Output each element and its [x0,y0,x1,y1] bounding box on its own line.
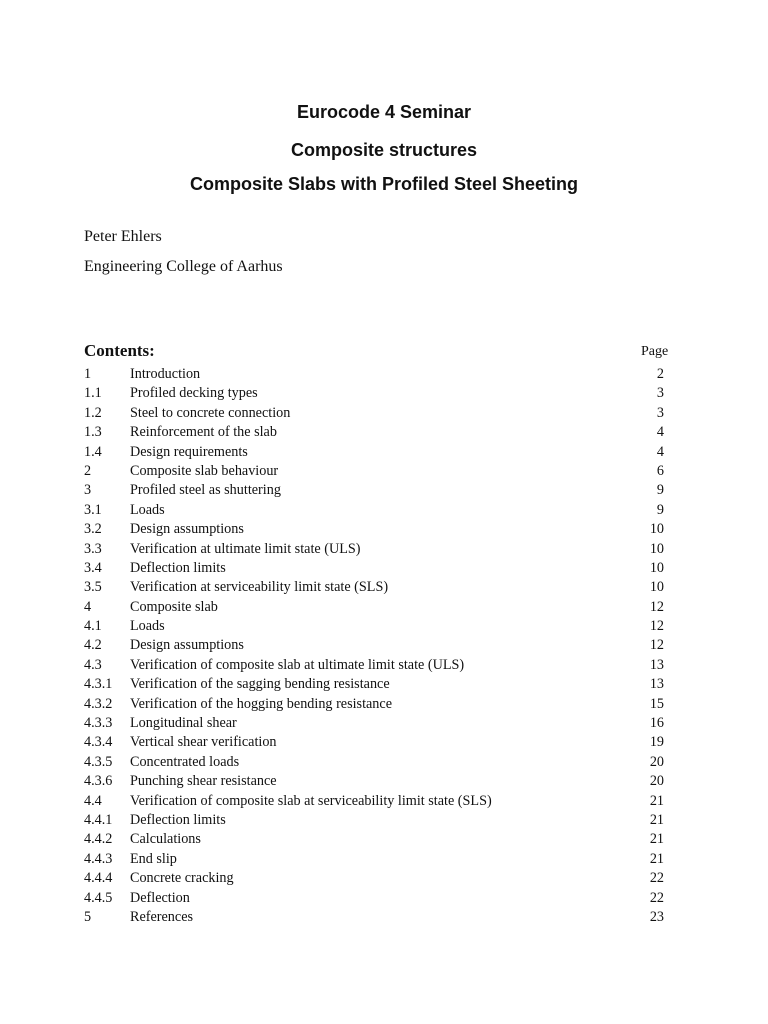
toc-entry-number: 4.4 [84,792,102,809]
toc-entry-title: Deflection limits [130,811,226,828]
toc-entry [84,423,664,442]
toc-entry-number: 3 [84,482,92,499]
toc-entry-page: 12 [649,598,664,615]
toc-entry [84,753,664,772]
toc-entry-page: 13 [649,676,664,693]
toc-entry-page: 2 [656,366,664,382]
toc-entry-number: 3.2 [84,521,102,538]
toc-entry [84,559,664,578]
toc-entry-page: 19 [649,734,664,751]
toc-entry-title: Concrete cracking [130,870,234,887]
toc-entry-title: Longitudinal shear [130,715,237,732]
toc-entry-number: 1.4 [84,443,102,460]
toc-entry [84,714,664,733]
toc-entry-page: 23 [649,908,664,925]
toc-entry-title: Verification of the hogging bending resistance [130,695,392,712]
toc-entry-title: Verification of composite slab at serviceability limit state (SLS) [130,792,492,809]
toc-entry-number: 3.1 [84,501,102,518]
toc-entry-number: 4.2 [84,637,102,654]
toc-entry-title: Composite slab [130,598,218,615]
toc-entry-page: 6 [656,462,664,479]
toc-entry-page: 21 [649,811,664,828]
document-subtitle: Composite structures [290,140,478,160]
toc-entry-number: 4.3.2 [84,695,113,712]
toc-entry-number: 4.3.5 [84,753,113,770]
table-of-contents [84,365,664,927]
toc-entry-page: 16 [649,715,664,732]
toc-entry [84,889,664,908]
toc-entry [84,695,664,714]
toc-entry-page: 10 [649,559,664,576]
toc-entry-title: Vertical shear verification [130,734,277,751]
toc-entry-page: 20 [649,773,664,790]
toc-entry-title: Design requirements [130,443,248,460]
toc-entry [84,850,664,869]
toc-entry-title: Design assumptions [130,521,244,538]
toc-entry-number: 1.3 [84,424,102,441]
toc-entry [84,578,664,597]
toc-entry-title: Design assumptions [130,637,244,654]
toc-entry-title: Loads [130,501,165,518]
contents-heading: Contents: [84,341,155,360]
toc-entry-page: 4 [656,443,664,460]
toc-entry-page: 4 [656,424,664,441]
toc-entry [84,792,664,811]
toc-entry-number: 4.3.6 [84,773,113,790]
toc-entry-page: 9 [656,501,664,518]
toc-entry-page: 9 [656,482,664,499]
toc-entry-page: 12 [649,618,664,635]
toc-entry [84,462,664,481]
toc-entry [84,520,664,539]
toc-entry [84,443,664,462]
toc-entry-number: 4.3 [84,656,102,673]
toc-entry-number: 4.3.1 [84,676,113,693]
toc-entry-page: 22 [649,889,664,906]
toc-entry-page: 21 [649,792,664,809]
toc-entry [84,404,664,423]
toc-entry-number: 3.5 [84,579,102,596]
seminar-title: Eurocode 4 Seminar [296,102,472,122]
toc-entry-number: 3.4 [84,559,102,576]
toc-entry-number: 1.2 [84,404,102,421]
toc-entry-number: 1 [84,366,92,382]
toc-entry-number: 4 [84,598,92,615]
toc-entry-title: Steel to concrete connection [130,404,291,421]
toc-entry-number: 4.4.1 [84,811,113,828]
toc-entry [84,656,664,675]
toc-entry-title: Verification of composite slab at ultimate limit state (ULS) [130,656,465,673]
page-column-heading: Page [641,344,669,359]
toc-entry-page: 21 [649,831,664,848]
toc-entry-page: 20 [649,753,664,770]
toc-entry-title: Loads [130,618,165,635]
toc-entry-page: 3 [656,385,664,402]
toc-entry-title: Composite slab behaviour [130,462,279,479]
toc-entry [84,908,664,927]
toc-entry-number: 2 [84,462,92,479]
toc-entry-title: Reinforcement of the slab [130,424,277,441]
toc-entry-title: Verification of the sagging bending resistance [130,676,390,693]
document-main-title: Composite Slabs with Profiled Steel Sheeting [189,174,579,194]
toc-entry-number: 4.4.2 [84,831,113,848]
toc-entry-page: 10 [649,579,664,596]
toc-entry-page: 10 [649,521,664,538]
toc-entry [84,384,664,403]
toc-entry-page: 15 [649,695,664,712]
toc-entry-number: 5 [84,908,92,925]
toc-entry-page: 10 [649,540,664,557]
toc-entry [84,636,664,655]
toc-entry-title: References [130,908,194,925]
toc-entry-number: 4.4.4 [84,870,113,887]
toc-entry-number: 4.4.5 [84,889,113,906]
toc-entry-title: Punching shear resistance [130,773,277,790]
toc-entry [84,501,664,520]
toc-entry-title: Calculations [130,831,201,848]
toc-entry-title: End slip [130,850,177,867]
toc-entry-title: Profiled decking types [130,385,258,402]
toc-entry-number: 1.1 [84,385,102,402]
toc-entry [84,540,664,559]
toc-entry [84,675,664,694]
toc-entry-title: Deflection [130,889,190,906]
toc-entry [84,365,664,384]
toc-entry-number: 4.3.4 [84,734,113,751]
toc-entry-title: Deflection limits [130,559,226,576]
toc-entry-page: 12 [649,637,664,654]
toc-entry-number: 4.1 [84,618,102,635]
toc-entry-title: Verification at ultimate limit state (ULS) [130,540,361,557]
toc-entry-title: Profiled steel as shuttering [130,482,281,499]
toc-entry [84,811,664,830]
author-name: Peter Ehlers [84,228,162,245]
toc-entry-title: Verification at serviceability limit state (SLS) [130,579,389,596]
toc-entry [84,830,664,849]
toc-entry-page: 3 [656,404,664,421]
toc-entry [84,481,664,500]
toc-entry [84,598,664,617]
toc-entry [84,869,664,888]
toc-entry-page: 13 [649,656,664,673]
toc-entry-number: 3.3 [84,540,102,557]
institution-name: Engineering College of Aarhus [84,258,283,275]
toc-entry-title: Concentrated loads [130,753,240,770]
toc-entry-number: 4.4.3 [84,850,113,867]
toc-entry [84,772,664,791]
toc-entry-page: 21 [649,850,664,867]
toc-entry [84,617,664,636]
toc-entry-number: 4.3.3 [84,715,113,732]
toc-entry [84,733,664,752]
toc-entry-page: 22 [649,870,664,887]
toc-entry-title: Introduction [130,366,201,382]
